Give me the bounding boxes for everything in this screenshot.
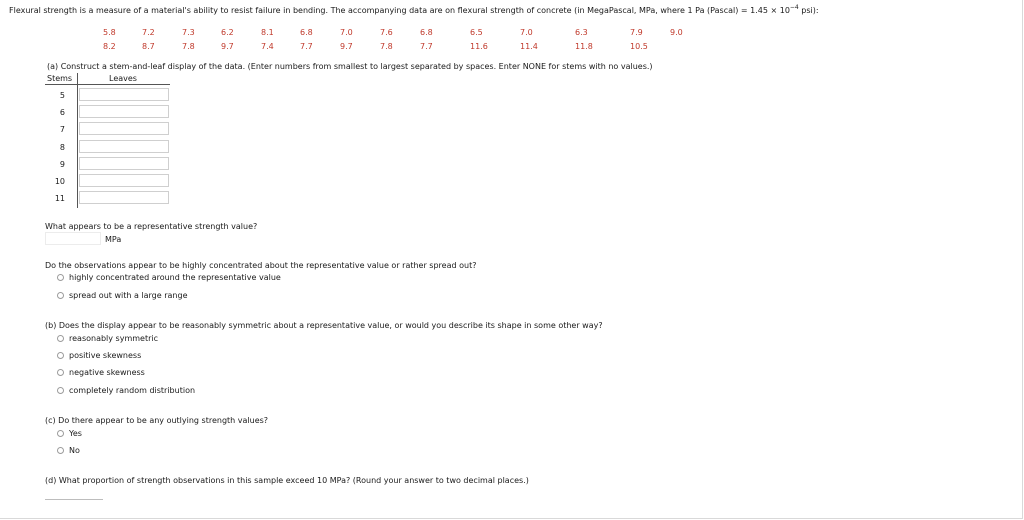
shape-option-symmetric[interactable] <box>57 334 158 343</box>
leaves-header: Leaves <box>109 74 137 83</box>
representative-value-input[interactable] <box>45 232 101 245</box>
data-value: 7.6 <box>380 28 393 37</box>
data-value: 6.8 <box>420 28 433 37</box>
data-value: 7.4 <box>261 42 274 51</box>
data-value: 8.7 <box>142 42 155 51</box>
data-value: 7.3 <box>182 28 195 37</box>
outlier-option-no[interactable] <box>57 446 80 455</box>
data-value: 11.4 <box>520 42 538 51</box>
option-label: No <box>69 446 80 455</box>
shape-option-random[interactable] <box>57 386 195 395</box>
leaves-input-8[interactable] <box>79 140 169 153</box>
stem-5: 5 <box>59 91 65 100</box>
outlier-option-yes[interactable] <box>57 429 82 438</box>
intro-exponent: −4 <box>789 4 799 11</box>
data-value: 6.2 <box>221 28 234 37</box>
data-value: 8.1 <box>261 28 274 37</box>
option-label: spread out with a large range <box>69 291 188 300</box>
concentration-question: Do the observations appear to be highly concentrated about the representative value or rather spread out? <box>45 261 477 270</box>
data-value: 9.7 <box>340 42 353 51</box>
option-label: reasonably symmetric <box>69 334 159 343</box>
representative-unit: MPa <box>105 235 122 244</box>
concentration-option-spread[interactable] <box>57 291 188 300</box>
data-value: 7.9 <box>630 28 643 37</box>
data-value: 11.6 <box>470 42 488 51</box>
option-label: negative skewness <box>69 368 145 377</box>
intro-suffix: psi): <box>798 6 819 15</box>
data-value: 6.8 <box>300 28 313 37</box>
leaves-input-7[interactable] <box>79 122 169 135</box>
data-value: 9.7 <box>221 42 234 51</box>
data-value: 7.0 <box>340 28 353 37</box>
data-value: 7.7 <box>300 42 313 51</box>
proportion-answer-input[interactable] <box>45 487 103 500</box>
part-b-question: (b) Does the display appear to be reasonably symmetric about a representative value, or would you describe its shape in some other way? <box>45 321 603 330</box>
option-label: completely random distribution <box>69 386 196 395</box>
shape-option-negative-skew[interactable] <box>57 368 145 377</box>
data-value: 7.2 <box>142 28 155 37</box>
data-value: 11.8 <box>575 42 593 51</box>
radio-button-icon[interactable] <box>57 369 64 376</box>
stem-6: 6 <box>59 108 65 117</box>
data-value: 9.0 <box>670 28 683 37</box>
radio-button-icon[interactable] <box>57 274 64 281</box>
concentration-option-concentrated[interactable] <box>57 273 281 282</box>
radio-button-icon[interactable] <box>57 352 64 359</box>
data-value: 7.7 <box>420 42 433 51</box>
part-c-question: (c) Do there appear to be any outlying strength values? <box>45 416 269 425</box>
problem-intro <box>9 4 819 15</box>
part-a-question: (a) Construct a stem-and-leaf display of the data. (Enter numbers from smallest to largest separated by spaces. Enter NONE for stems with no values.) <box>47 62 653 71</box>
stems-header: Stems <box>47 74 73 83</box>
stem-9: 9 <box>59 160 65 169</box>
option-label: Yes <box>69 429 82 438</box>
data-value: 6.5 <box>470 28 483 37</box>
data-value: 8.2 <box>103 42 116 51</box>
data-value: 10.5 <box>630 42 648 51</box>
leaves-input-5[interactable] <box>79 88 169 101</box>
option-label: highly concentrated around the representative value <box>69 273 281 282</box>
radio-button-icon[interactable] <box>57 387 64 394</box>
leaves-input-9[interactable] <box>79 157 169 170</box>
leaves-input-6[interactable] <box>79 105 169 118</box>
data-value: 5.8 <box>103 28 116 37</box>
data-value: 7.8 <box>380 42 393 51</box>
leaves-header-underline <box>78 84 170 85</box>
data-value: 6.3 <box>575 28 588 37</box>
part-d-question: (d) What proportion of strength observations in this sample exceed 10 MPa? (Round your answer to two decimal places.) <box>45 476 529 485</box>
stems-header-underline <box>45 84 77 85</box>
radio-button-icon[interactable] <box>57 335 64 342</box>
data-value: 7.8 <box>182 42 195 51</box>
radio-button-icon[interactable] <box>57 430 64 437</box>
stem-8: 8 <box>59 143 65 152</box>
data-value: 7.0 <box>520 28 533 37</box>
leaves-input-10[interactable] <box>79 174 169 187</box>
representative-question: What appears to be a representative strength value? <box>45 222 258 231</box>
stem-10: 10 <box>54 177 65 186</box>
intro-text: Flexural strength is a measure of a material's ability to resist failure in bending. The accompanying data are on flexural strength of concrete (in MegaPascal, MPa, where 1 Pa (Pascal) = 1.45 × 10 <box>9 6 790 15</box>
stem-11: 11 <box>54 194 65 203</box>
radio-button-icon[interactable] <box>57 292 64 299</box>
leaves-input-11[interactable] <box>79 191 169 204</box>
shape-option-positive-skew[interactable] <box>57 351 141 360</box>
stem-7: 7 <box>59 125 65 134</box>
radio-button-icon[interactable] <box>57 447 64 454</box>
stem-leaf-divider <box>77 73 78 208</box>
option-label: positive skewness <box>69 351 142 360</box>
